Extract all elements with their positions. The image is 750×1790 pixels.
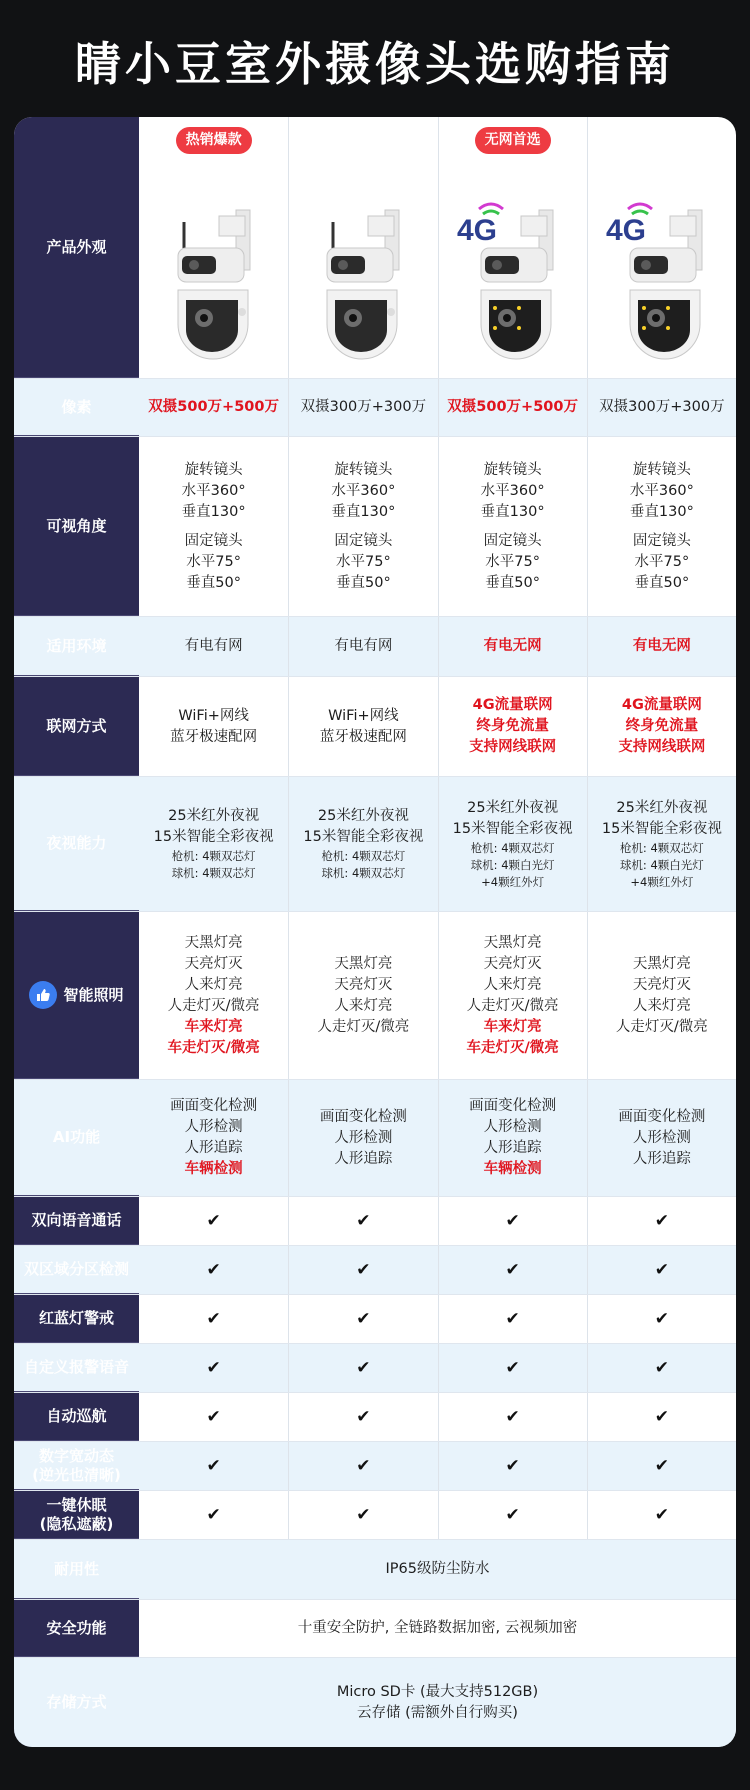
badge-no-network: 无网首选: [475, 127, 551, 154]
label-custom-voice: 自定义报警语音: [14, 1344, 139, 1392]
product-1-image-cell: [139, 117, 288, 378]
row-alarm-light: [14, 1295, 736, 1344]
check-icon: ✔: [438, 1393, 587, 1441]
env-value: 有电有网: [184, 638, 243, 654]
angle-cell: 旋转镜头 水平360° 垂直130° 固定镜头 水平75° 垂直50°: [438, 437, 587, 616]
label-env: 适用环境: [14, 617, 139, 676]
row-smart-lighting: [14, 912, 736, 1080]
network-cell: 4G流量联网 终身免流量 支持网线联网: [587, 677, 736, 776]
row-durability: [14, 1540, 736, 1600]
lighting-cell: 天黑灯亮 天亮灯灭 人来灯亮 人走灯灭/微亮: [288, 912, 437, 1079]
network-cell: WiFi+网线 蓝牙极速配网: [170, 707, 258, 745]
check-icon: ✔: [288, 1491, 437, 1539]
label-night: 夜视能力: [14, 777, 139, 911]
check-icon: ✔: [288, 1197, 437, 1245]
label-appearance: 产品外观: [14, 117, 139, 378]
label-angle: 可视角度: [14, 437, 139, 616]
row-auto-patrol: [14, 1393, 736, 1442]
product-3-image-cell: [438, 117, 587, 378]
pixels-value: 双摄500万+500万: [148, 399, 279, 415]
label-lighting-text: 智能照明: [63, 985, 124, 1004]
row-privacy-sleep: [14, 1491, 736, 1540]
ai-cell: 画面变化检测 人形检测 人形追踪: [288, 1080, 437, 1196]
check-icon: ✔: [288, 1246, 437, 1294]
row-appearance: [14, 117, 736, 379]
angle-cell: 旋转镜头 水平360° 垂直130° 固定镜头 水平75° 垂直50°: [288, 437, 437, 616]
check-icon: ✔: [438, 1491, 587, 1539]
row-ai: [14, 1080, 736, 1197]
camera-dual-black-icon: [313, 200, 413, 360]
check-icon: ✔: [587, 1491, 736, 1539]
check-icon: ✔: [206, 1308, 221, 1329]
check-icon: ✔: [288, 1344, 437, 1392]
lighting-cell: 天黑灯亮 天亮灯灭 人来灯亮 人走灯灭/微亮: [587, 912, 736, 1079]
four-g-label: 4G: [456, 214, 497, 247]
check-icon: ✔: [288, 1442, 437, 1490]
label-lighting: [14, 912, 139, 1079]
row-night-vision: [14, 777, 736, 912]
check-icon: ✔: [587, 1393, 736, 1441]
check-icon: ✔: [587, 1197, 736, 1245]
product-2-image-cell: [288, 117, 437, 378]
check-icon: ✔: [206, 1259, 221, 1280]
pixels-value: 双摄500万+500万: [438, 379, 587, 436]
night-cell: 25米红外夜视 15米智能全彩夜视 枪机: 4颗双芯灯 球机: 4颗白光灯 +4颗红外灯: [587, 777, 736, 911]
check-icon: ✔: [206, 1504, 221, 1525]
four-g-label: 4G: [605, 214, 646, 247]
ai-cell: 画面变化检测 人形检测 人形追踪 车辆检测: [170, 1098, 258, 1177]
network-cell: WiFi+网线 蓝牙极速配网: [288, 677, 437, 776]
angle-cell: 旋转镜头 水平360° 垂直130° 固定镜头 水平75° 垂直50°: [587, 437, 736, 616]
row-security: [14, 1600, 736, 1658]
check-icon: ✔: [587, 1246, 736, 1294]
thumbs-up-icon: [29, 981, 57, 1009]
check-icon: ✔: [587, 1344, 736, 1392]
lighting-cell: 天黑灯亮 天亮灯灭 人来灯亮 人走灯灭/微亮 车来灯亮 车走灯灭/微亮: [438, 912, 587, 1079]
network-cell: 4G流量联网 终身免流量 支持网线联网: [438, 677, 587, 776]
camera-dual-4g-icon: [602, 200, 722, 360]
row-angle: [14, 437, 736, 617]
durability-value: IP65级防尘防水: [385, 1561, 490, 1577]
label-sleep: 一键休眠 (隐私遮蔽): [14, 1491, 139, 1539]
row-custom-voice: [14, 1344, 736, 1393]
label-patrol: 自动巡航: [14, 1393, 139, 1441]
ai-cell: 画面变化检测 人形检测 人形追踪 车辆检测: [438, 1080, 587, 1196]
check-icon: ✔: [206, 1455, 221, 1476]
check-icon: ✔: [288, 1393, 437, 1441]
check-icon: ✔: [438, 1442, 587, 1490]
row-pixels: [14, 379, 736, 437]
row-two-way-talk: [14, 1197, 736, 1246]
env-value: 有电有网: [288, 617, 437, 676]
label-durability: 耐用性: [14, 1540, 139, 1599]
camera-dual-black-icon: [164, 200, 264, 360]
label-talk: 双向语音通话: [14, 1197, 139, 1245]
night-cell: 25米红外夜视 15米智能全彩夜视 枪机: 4颗双芯灯 球机: 4颗双芯灯: [288, 777, 437, 911]
product-4-image-cell: [587, 117, 736, 378]
check-icon: ✔: [438, 1295, 587, 1343]
env-value: 有电无网: [438, 617, 587, 676]
check-icon: ✔: [206, 1406, 221, 1427]
check-icon: ✔: [438, 1246, 587, 1294]
night-cell: 25米红外夜视 15米智能全彩夜视 枪机: 4颗双芯灯 球机: 4颗双芯灯: [153, 808, 274, 880]
label-ai: AI功能: [14, 1080, 139, 1196]
row-environment: [14, 617, 736, 677]
label-pixels: 像素: [14, 379, 139, 436]
night-cell: 25米红外夜视 15米智能全彩夜视 枪机: 4颗双芯灯 球机: 4颗白光灯 +4颗红外灯: [438, 777, 587, 911]
label-zone: 双区域分区检测: [14, 1246, 139, 1294]
storage-value: Micro SD卡 (最大支持512GB) 云存储 (需额外自行购买): [336, 1683, 539, 1721]
label-security: 安全功能: [14, 1600, 139, 1657]
label-storage: 存储方式: [46, 1693, 107, 1711]
pixels-value: 双摄300万+300万: [288, 379, 437, 436]
row-wdr: [14, 1442, 736, 1491]
label-alarm-light: 红蓝灯警戒: [14, 1295, 139, 1343]
label-network: 联网方式: [14, 677, 139, 776]
check-icon: ✔: [206, 1210, 221, 1231]
angle-cell: 旋转镜头 水平360° 垂直130° 固定镜头 水平75° 垂直50°: [181, 461, 246, 591]
ai-cell: 画面变化检测 人形检测 人形追踪: [587, 1080, 736, 1196]
badge-hot: 热销爆款: [176, 127, 252, 154]
check-icon: ✔: [587, 1295, 736, 1343]
check-icon: ✔: [288, 1295, 437, 1343]
check-icon: ✔: [438, 1344, 587, 1392]
row-zone-detection: [14, 1246, 736, 1295]
row-network: [14, 677, 736, 777]
row-storage: [14, 1658, 736, 1747]
security-value: 十重安全防护, 全链路数据加密, 云视频加密: [297, 1620, 578, 1636]
comparison-table: [14, 117, 736, 1747]
check-icon: ✔: [587, 1442, 736, 1490]
pixels-value: 双摄300万+300万: [587, 379, 736, 436]
page-title: 睛小豆室外摄像头选购指南: [75, 37, 675, 91]
check-icon: ✔: [438, 1197, 587, 1245]
check-icon: ✔: [206, 1357, 221, 1378]
camera-dual-4g-icon: [453, 200, 573, 360]
label-wdr: 数字宽动态 (逆光也清晰): [14, 1442, 139, 1490]
lighting-cell: 天黑灯亮 天亮灯灭 人来灯亮 人走灯灭/微亮 车来灯亮 车走灯灭/微亮: [167, 934, 260, 1056]
env-value: 有电无网: [587, 617, 736, 676]
